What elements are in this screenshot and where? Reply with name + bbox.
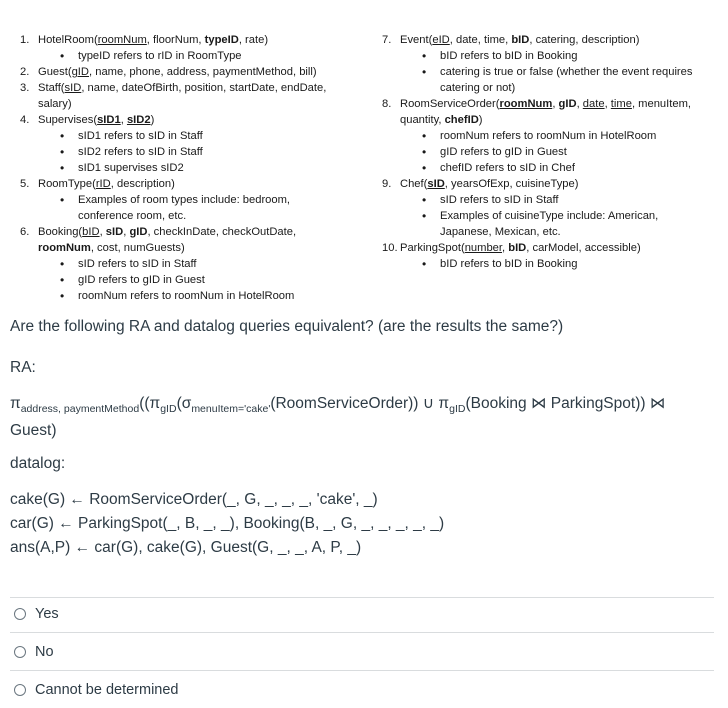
key-attribute: typeID (204, 34, 239, 46)
relation-number: 2. (20, 66, 30, 78)
schema-text: Supervises( (38, 114, 98, 126)
schema-relation-cont (20, 240, 360, 256)
schema-text: , (576, 98, 583, 110)
schema-constraint: • catering is true or false (whether the event requires (382, 64, 722, 80)
option-yes[interactable] (14, 603, 59, 625)
ra-pi-symbol: π (149, 395, 161, 412)
schema-text: , catering, description) (529, 34, 640, 46)
schema-text: , (99, 226, 106, 238)
schema-relation (20, 224, 360, 240)
schema-text: Event( (400, 34, 433, 46)
schema-text: , (552, 98, 559, 110)
key-attribute: sID2 (126, 114, 151, 126)
ra-pi-symbol: π (10, 395, 21, 412)
datalog-rule-ans: ans(A,P) ← car(G), cake(G), Guest(G, _, _, A, P, _) (10, 539, 362, 556)
key-attribute: sID1 (97, 114, 121, 126)
schema-constraint: • gID refers to gID in Guest (382, 144, 722, 160)
radio-cannot-be-determined[interactable] (14, 684, 26, 696)
schema-relation (20, 80, 360, 96)
option-no[interactable] (14, 641, 54, 663)
relation-number: 5. (20, 178, 30, 190)
ra-pi-symbol: π (438, 395, 450, 412)
ra-pi-subscript: gID (160, 403, 177, 416)
key-attribute: time (610, 98, 632, 110)
schema-constraint: • typeID refers to rID in RoomType (20, 48, 360, 64)
schema-constraint: • gID refers to gID in Guest (20, 272, 360, 288)
schema-text: RoomType( (38, 178, 96, 190)
ra-text: (RoomServiceOrder)) ∪ (270, 395, 439, 412)
schema-text: , carModel, accessible) (526, 242, 641, 254)
question-text: Are the following RA and datalog queries equivalent? (are the results the same?) (10, 318, 564, 335)
schema-text: RoomServiceOrder( (400, 98, 500, 110)
schema-text: , (123, 226, 130, 238)
key-attribute: date (582, 98, 605, 110)
ra-text: Guest) (10, 422, 57, 440)
ra-text: (( (139, 395, 150, 412)
schema-text: HotelRoom( (38, 34, 98, 46)
schema-constraint: • Examples of room types include: bedroom, (20, 192, 360, 208)
schema-text: , yearsOfExp, cuisineType) (444, 178, 579, 190)
schema-relation (20, 176, 360, 192)
schema-constraint: • sID refers to sID in Staff (382, 192, 722, 208)
schema-column-right (382, 32, 722, 272)
schema-constraint-cont: catering or not) (440, 82, 516, 94)
key-attribute: chefID (444, 114, 479, 126)
key-attribute: sID (64, 82, 82, 94)
key-attribute: roomNum (499, 98, 553, 110)
schema-constraint: • bID refers to bID in Booking (382, 256, 722, 272)
schema-text: , (502, 242, 509, 254)
schema-constraint-cont: Japanese, Mexican, etc. (440, 226, 561, 238)
ra-sigma-subscript: menuItem='cake' (191, 403, 271, 416)
key-attribute: number (464, 242, 503, 254)
relation-number: 10. (382, 242, 398, 254)
datalog-rule-car: car(G) ← ParkingSpot(_, B, _, _), Booking(B, _, G, _, _, _, _, _) (10, 515, 445, 532)
schema-relation (20, 32, 360, 48)
schema-constraint-cont: conference room, etc. (78, 210, 187, 222)
schema-constraint: • roomNum refers to roomNum in HotelRoom (20, 288, 360, 304)
schema-constraint: • chefID refers to sID in Chef (382, 160, 722, 176)
schema-relation (382, 96, 722, 112)
ra-expression (10, 393, 710, 442)
ra-text: (Booking ⋈ ParkingSpot)) ⋈ (465, 395, 666, 412)
key-attribute: roomNum (97, 34, 147, 46)
option-label: Yes (35, 606, 59, 622)
relation-number: 4. (20, 114, 30, 126)
schema-constraint: • sID2 refers to sID in Staff (20, 144, 360, 160)
schema-text: ) (478, 114, 483, 126)
schema-text: Guest( (38, 66, 72, 78)
schema-text: , (604, 98, 611, 110)
option-divider (10, 597, 714, 598)
schema-text: quantity, (400, 114, 445, 126)
schema-constraint: • Examples of cuisineType include: American, (382, 208, 722, 224)
schema-text: Chef( (400, 178, 428, 190)
key-attribute: gID (129, 226, 148, 238)
schema-text: , floorNum, (146, 34, 205, 46)
schema-constraint: • roomNum refers to roomNum in HotelRoom (382, 128, 722, 144)
schema-column-left (20, 32, 360, 304)
key-attribute: sID (105, 226, 124, 238)
schema-text: Staff( (38, 82, 65, 94)
schema-constraint: • sID1 supervises sID2 (20, 160, 360, 176)
relation-number: 1. (20, 34, 30, 46)
relation-number: 6. (20, 226, 30, 238)
schema-text: ) (150, 114, 155, 126)
schema-text: , date, time, (449, 34, 512, 46)
relation-number: 3. (20, 82, 30, 94)
option-label: No (35, 644, 54, 660)
schema-section (0, 0, 728, 310)
schema-text: salary) (38, 98, 72, 110)
schema-text: , name, phone, address, paymentMethod, bill) (89, 66, 317, 78)
schema-text: ParkingSpot( (400, 242, 465, 254)
key-attribute: eID (432, 34, 450, 46)
key-attribute: bID (511, 34, 530, 46)
relation-number: 8. (382, 98, 392, 110)
key-attribute: rID (95, 178, 111, 190)
schema-relation (20, 112, 360, 128)
schema-relation (382, 32, 722, 48)
radio-yes[interactable] (14, 608, 26, 620)
radio-no[interactable] (14, 646, 26, 658)
schema-text: , checkInDate, checkOutDate, (147, 226, 297, 238)
key-attribute: roomNum (38, 242, 91, 254)
datalog-rule-cake: cake(G) ← RoomServiceOrder(_, G, _, _, _, 'cake', _) (10, 491, 378, 508)
ra-text: ( (176, 395, 182, 412)
schema-relation (20, 64, 360, 80)
schema-text: , (120, 114, 127, 126)
ra-label: RA: (10, 359, 36, 376)
schema-text: , description) (110, 178, 175, 190)
schema-constraint: • sID1 refers to sID in Staff (20, 128, 360, 144)
schema-relation-cont (20, 96, 360, 112)
relation-number: 7. (382, 34, 392, 46)
ra-pi-subscript: address, paymentMethod (20, 403, 140, 416)
option-divider (10, 670, 714, 671)
schema-constraint: • bID refers to bID in Booking (382, 48, 722, 64)
option-cannot-be-determined[interactable] (14, 679, 179, 701)
relation-number: 9. (382, 178, 392, 190)
key-attribute: gID (71, 66, 89, 78)
schema-relation-cont (382, 112, 722, 128)
ra-pi-subscript: gID (449, 403, 466, 416)
key-attribute: sID (427, 178, 445, 190)
key-attribute: bID (508, 242, 527, 254)
schema-relation (382, 240, 722, 256)
schema-text: , name, dateOfBirth, position, startDate, endDate, (81, 82, 327, 94)
option-divider (10, 632, 714, 633)
option-label: Cannot be determined (35, 682, 179, 698)
schema-text: Booking( (38, 226, 83, 238)
schema-relation (382, 176, 722, 192)
datalog-label: datalog: (10, 455, 66, 472)
schema-constraint: • sID refers to sID in Staff (20, 256, 360, 272)
schema-text: , cost, numGuests) (90, 242, 185, 254)
key-attribute: bID (82, 226, 100, 238)
key-attribute: gID (558, 98, 577, 110)
ra-sigma-symbol: σ (181, 395, 192, 412)
schema-text: , menuItem, (631, 98, 692, 110)
schema-text: , rate) (238, 34, 269, 46)
